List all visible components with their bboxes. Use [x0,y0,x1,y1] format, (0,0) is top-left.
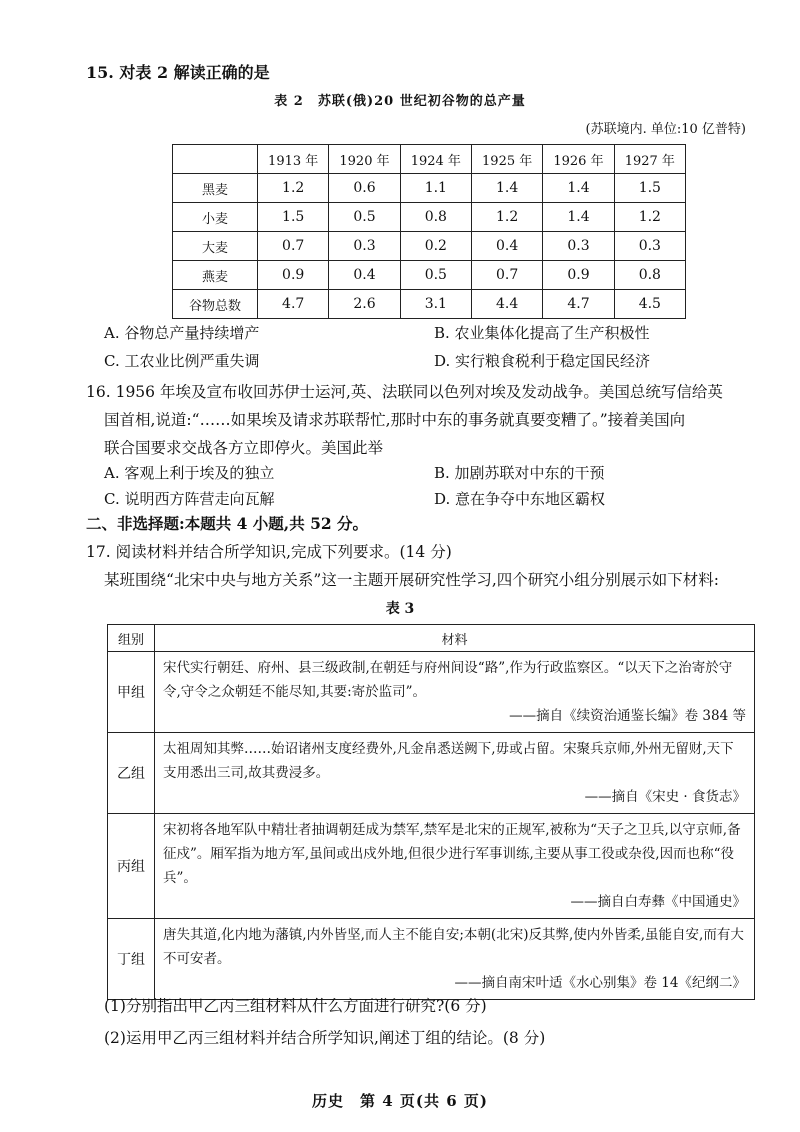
q15-option-d: D. 实行粮食税利于稳定国民经济 [434,352,651,370]
year-header: 1927 年 [614,145,685,174]
table-row [173,174,686,203]
material-source: ——摘自南宋叶适《水心别集》卷 14《纪纲二》 [454,975,746,991]
year-header: 1926 年 [543,145,614,174]
group-header: 组别 [108,625,155,652]
table-cell: 0.7 [471,261,542,290]
material-header: 材料 [155,625,755,652]
q16-line: 国首相,说道:“……如果埃及请求苏联帮忙,那时中东的事务就真要变糟了。”接着美国向 [104,411,686,429]
table-row [108,919,755,1000]
material-source: ——摘自《续资治通鉴长编》卷 384 等 [509,708,746,724]
table-cell: 1.4 [543,203,614,232]
table-cell: 2.6 [329,290,400,319]
row-label: 谷物总数 [173,290,258,319]
material-cell [155,652,755,733]
table-header-row [173,145,686,174]
section-heading: 二、非选择题:本题共 4 小题,共 52 分。 [86,514,369,533]
table-corner-cell [173,145,258,174]
table-cell: 0.8 [614,261,685,290]
material-cell [155,733,755,814]
material-text: 宋初将各地军队中精壮者抽调朝廷成为禁军,禁军是北宋的正规军,被称为“天子之卫兵,以守京师,备征戍”。厢军指为地方军,虽间或出戍外地,但很少进行军事训练,主要从事工役或杂役,因而也称“役兵”。 [163,822,741,886]
table-cell: 4.4 [471,290,542,319]
table-cell: 0.3 [614,232,685,261]
q15-option-a: A. 谷物总产量持续增产 [104,324,260,342]
table-cell: 0.3 [543,232,614,261]
material-text: 宋代实行朝廷、府州、县三级政制,在朝廷与府州间设“路”,作为行政监察区。“以天下之治寄於守令,守令之众朝廷不能尽知,其要:寄於监司”。 [163,660,733,700]
q16-option-c: C. 说明西方阵营走向瓦解 [104,490,275,508]
q15-title: 15. 对表 2 解读正确的是 [86,63,270,82]
q16-line: 16. 1956 年埃及宣布收回苏伊士运河,英、法联同以色列对埃及发动战争。美国总统写信给英 [86,383,723,401]
table-row [173,203,686,232]
year-header: 1925 年 [471,145,542,174]
table-cell: 4.5 [614,290,685,319]
q16-option-b: B. 加剧苏联对中东的干预 [434,464,605,482]
group-label: 甲组 [108,652,155,733]
table-row [173,261,686,290]
table-cell: 1.2 [614,203,685,232]
table-cell: 4.7 [543,290,614,319]
table-cell: 0.7 [258,232,329,261]
group-label: 乙组 [108,733,155,814]
q16-stem [86,378,766,462]
table-cell: 1.4 [543,174,614,203]
table-row [108,733,755,814]
grain-output-table [172,144,686,319]
table-cell: 4.7 [258,290,329,319]
row-label: 黑麦 [173,174,258,203]
table-cell: 1.4 [471,174,542,203]
page-footer: 历史 第 4 页(共 6 页) [312,1092,488,1110]
table-row [108,814,755,919]
table-cell: 0.3 [329,232,400,261]
table-cell: 0.8 [400,203,471,232]
table-header-row [108,625,755,652]
q16-option-d: D. 意在争夺中东地区霸权 [434,490,606,508]
table-cell: 0.5 [400,261,471,290]
table-cell: 0.9 [258,261,329,290]
q16-line: 联合国要求交战各方立即停火。美国此举 [104,439,384,457]
row-label: 小麦 [173,203,258,232]
table3-caption: 表 3 [385,601,415,617]
table2-caption: 表 2 苏联(俄)20 世纪初谷物的总产量 [274,94,526,109]
table-cell: 0.6 [329,174,400,203]
table-cell: 1.5 [258,203,329,232]
table-row [108,652,755,733]
table-cell: 0.5 [329,203,400,232]
q17-intro: 某班围绕“北宋中央与地方关系”这一主题开展研究性学习,四个研究小组分别展示如下材料: [104,571,720,589]
table-cell: 0.2 [400,232,471,261]
year-header: 1913 年 [258,145,329,174]
table-cell: 1.2 [258,174,329,203]
q17-subquestion-1: (1)分别指出甲乙丙三组材料从什么方面进行研究?(6 分) [104,997,487,1015]
table-cell: 3.1 [400,290,471,319]
table-cell: 1.1 [400,174,471,203]
q16-option-a: A. 客观上利于埃及的独立 [104,464,275,482]
table-cell: 0.4 [329,261,400,290]
table-cell: 1.5 [614,174,685,203]
q15-option-c: C. 工农业比例严重失调 [104,352,260,370]
q17-title: 17. 阅读材料并结合所学知识,完成下列要求。(14 分) [86,543,452,561]
q15-option-b: B. 农业集体化提高了生产积极性 [434,324,650,342]
table-row [173,232,686,261]
year-header: 1924 年 [400,145,471,174]
q17-subquestion-2: (2)运用甲乙丙三组材料并结合所学知识,阐述丁组的结论。(8 分) [104,1029,546,1047]
material-cell [155,919,755,1000]
row-label: 燕麦 [173,261,258,290]
year-header: 1920 年 [329,145,400,174]
materials-table [107,624,755,1000]
group-label: 丁组 [108,919,155,1000]
table-cell: 0.4 [471,232,542,261]
table-row [173,290,686,319]
table2-unit: (苏联境内. 单位:10 亿普特) [585,122,746,137]
material-text: 唐失其道,化内地为藩镇,内外皆坚,而人主不能自安;本朝(北宋)反其弊,使内外皆柔,虽能自安,而有大不可安者。 [163,927,744,967]
table-cell: 0.9 [543,261,614,290]
row-label: 大麦 [173,232,258,261]
material-text: 太祖周知其弊……始诏诸州支度经费外,凡金帛悉送阙下,毋或占留。宋聚兵京师,外州无留财,天下支用悉出三司,故其费浸多。 [163,741,734,781]
material-source: ——摘自白寿彝《中国通史》 [570,894,746,910]
material-cell [155,814,755,919]
table-cell: 1.2 [471,203,542,232]
material-source: ——摘自《宋史 · 食货志》 [584,789,746,805]
group-label: 丙组 [108,814,155,919]
